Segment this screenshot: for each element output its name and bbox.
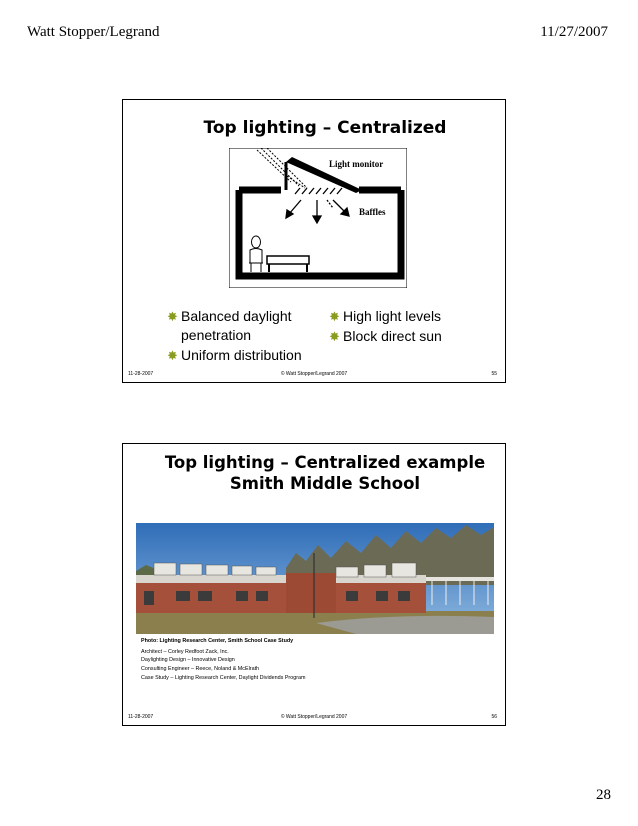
header-left: Watt Stopper/Legrand: [27, 24, 160, 40]
bullet-text: Block direct sun: [343, 328, 442, 344]
footer-slide-number: 56: [491, 714, 497, 720]
bullet-item: [167, 307, 327, 345]
label-light-monitor: Light monitor: [329, 159, 384, 169]
footer-date: 11-28-2007: [128, 714, 154, 720]
bullet-text: Uniform distribution: [181, 347, 302, 363]
credit-photo: Photo: Lighting Research Center, Smith School Case Study: [141, 638, 294, 644]
slide-title-line1: Top lighting – Centralized example: [164, 453, 486, 472]
bullet-item: [329, 307, 469, 326]
footer-copyright: © Watt Stopper/Legrand 2007: [280, 371, 348, 377]
credit-daylighting: Daylighting Design – Innovative Design: [141, 657, 235, 664]
bullet-text: Balanced daylight penetration: [181, 308, 292, 343]
slide-title-line2: Smith Middle School: [229, 474, 421, 493]
school-photo: [136, 523, 494, 634]
footer-date: 11-28-2007: [128, 371, 154, 377]
photo-credits: [141, 637, 306, 683]
bullet-star-icon: ✸: [329, 329, 340, 344]
header-date: 11/27/2007: [540, 24, 608, 40]
bullet-text: High light levels: [343, 308, 442, 324]
footer-copyright: © Watt Stopper/Legrand 2007: [280, 714, 348, 720]
slide-56: [122, 443, 506, 726]
credit-engineer: Consulting Engineer – Reece, Noland & McElrath: [141, 666, 260, 673]
slide-title: Top lighting – Centralized: [203, 118, 447, 138]
light-monitor-diagram: [229, 148, 407, 288]
bullet-column-left: [167, 307, 327, 366]
bullet-item: [329, 327, 469, 346]
bullet-star-icon: ✸: [329, 309, 340, 324]
credit-architect: Architect – Corley Redfoot Zack, Inc.: [141, 648, 229, 655]
footer-slide-number: 55: [491, 371, 497, 377]
page-number: 28: [596, 787, 611, 803]
label-baffles: Baffles: [359, 207, 386, 217]
credit-case-study: Case Study – Lighting Research Center, Daylight Dividends Program: [141, 674, 306, 681]
slide-title: [123, 452, 505, 494]
bullet-column-right: [329, 307, 469, 347]
bullet-star-icon: ✸: [167, 348, 178, 363]
slide-55: [122, 99, 506, 383]
bullet-item: [167, 346, 327, 365]
bullet-star-icon: ✸: [167, 309, 178, 324]
